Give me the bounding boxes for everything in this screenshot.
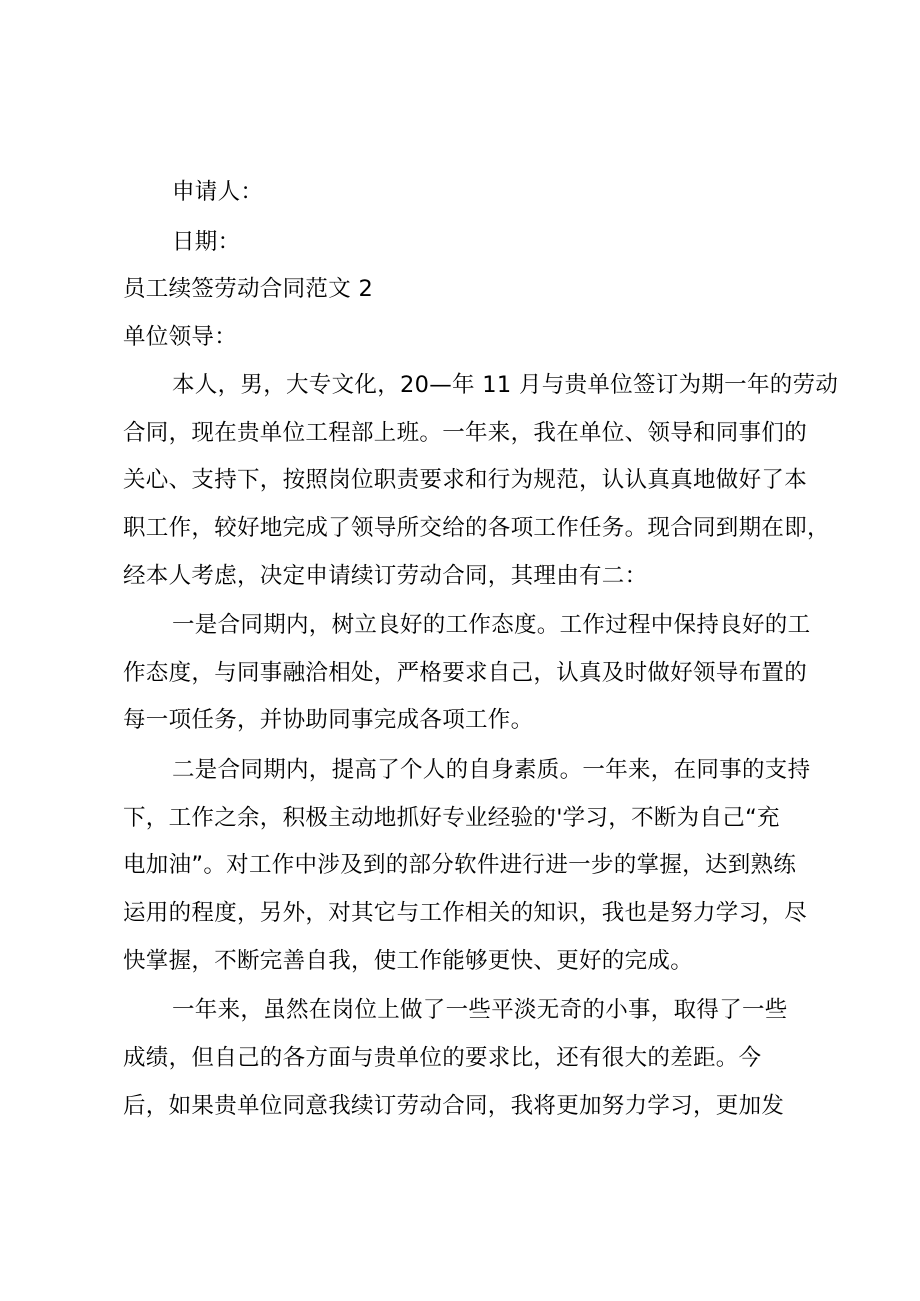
paragraph-line: 关心、支持下，按照岗位职责要求和行为规范，认认真真地做好了本 — [123, 467, 808, 493]
paragraph-line: 作态度，与同事融洽相处，严格要求自己，认真及时做好领导布置的 — [123, 660, 808, 686]
salutation: 单位领导： — [123, 324, 238, 350]
paragraph-line: 一是合同期内，树立良好的工作态度。工作过程中保持良好的工 — [172, 612, 811, 638]
paragraph-line: 一年来，虽然在岗位上做了一些平淡无奇的小事，取得了一些 — [172, 997, 788, 1023]
paragraph-line: 电加油”。对工作中涉及到的部分软件进行进一步的掌握，达到熟练 — [123, 852, 797, 878]
paragraph-line: 快掌握，不断完善自我，使工作能够更快、更好的完成。 — [123, 948, 694, 974]
paragraph-line: 运用的程度，另外，对其它与工作相关的知识，我也是努力学习，尽 — [123, 900, 808, 926]
paragraph-line: 本人，男，大专文化，20—年 11 月与贵单位签订为期一年的劳动 — [172, 372, 839, 398]
paragraph-line: 二是合同期内，提高了个人的自身素质。一年来，在同事的支持 — [172, 757, 811, 783]
applicant-label: 申请人： — [172, 179, 264, 205]
date-label: 日期： — [172, 229, 241, 255]
paragraph-line: 合同，现在贵单位工程部上班。一年来，我在单位、领导和同事们的 — [123, 420, 808, 446]
paragraph-line: 下，工作之余，积极主动地抓好专业经验的'学习，不断为自己“充 — [123, 805, 780, 831]
paragraph-line: 职工作，较好地完成了领导所交给的各项工作任务。现合同到期在即， — [123, 515, 830, 541]
section-heading: 员工续签劳动合同范文 2 — [123, 276, 374, 302]
paragraph-line: 成绩，但自己的各方面与贵单位的要求比，还有很大的差距。今 — [123, 1045, 762, 1071]
paragraph-line: 经本人考虑，决定申请续订劳动合同，其理由有二： — [123, 563, 648, 589]
paragraph-line: 后，如果贵单位同意我续订劳动合同，我将更加努力学习，更加发 — [123, 1093, 785, 1119]
paragraph-line: 每一项任务，并协助同事完成各项工作。 — [123, 707, 534, 733]
